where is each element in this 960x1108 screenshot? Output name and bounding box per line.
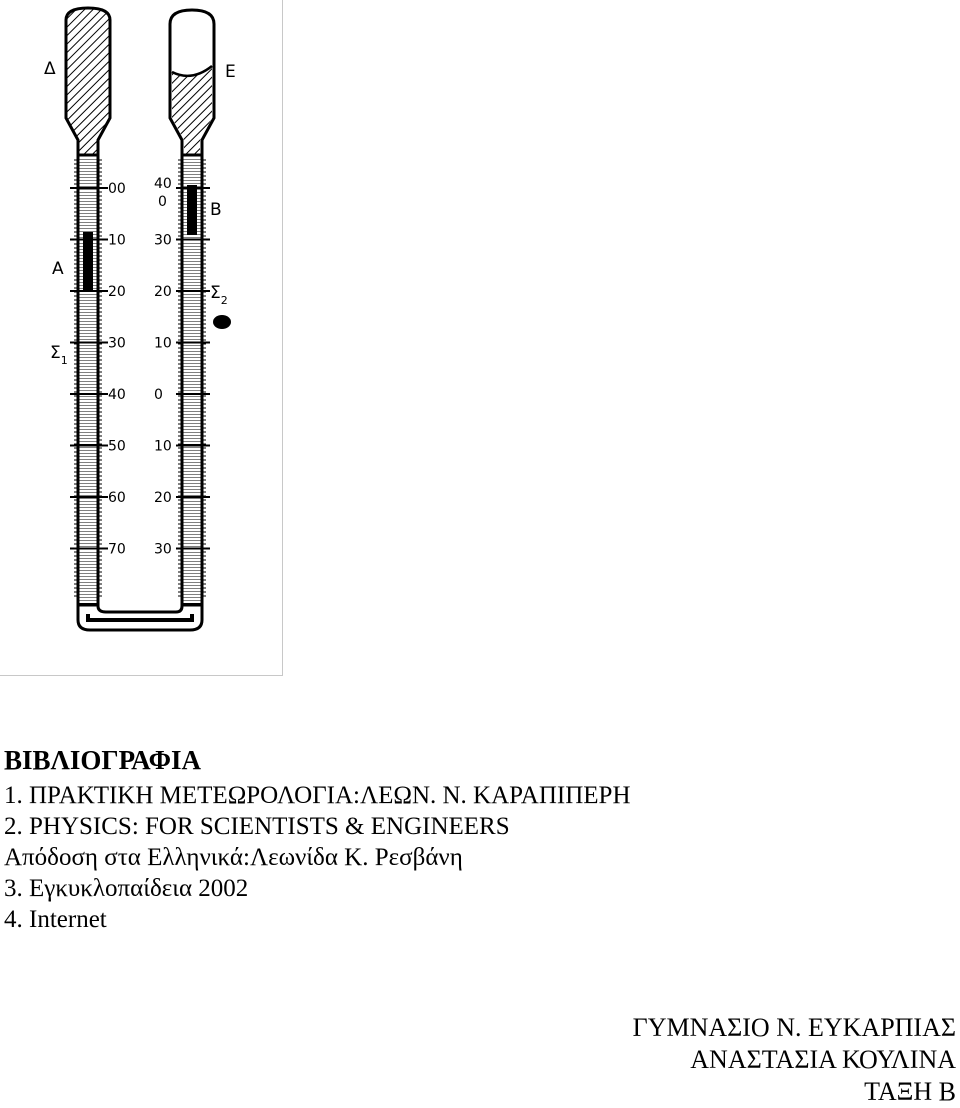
right-bulb (170, 10, 214, 155)
left-scale-label: 10 (108, 232, 126, 249)
u-bend (78, 600, 202, 630)
bibliography (4, 742, 904, 935)
bibliography-heading: ΒΙΒΛΙΟΓΡΑΦΙΑ (4, 745, 202, 775)
left-scale-label: 60 (108, 490, 126, 506)
left-scale-labels (108, 181, 126, 558)
label-delta: Δ (44, 59, 56, 79)
bibliography-line: 1. ΠΡΑΚΤΙΚΗ ΜΕΤΕΩΡΟΛΟΓΙΑ:ΛΕΩΝ. Ν. ΚΑΡΑΠΙΠΕΡΗ (4, 782, 631, 809)
right-scale-label: 0 (154, 387, 163, 403)
left-scale-label: 40 (108, 387, 126, 403)
right-scale-labels (154, 176, 172, 558)
left-stem (78, 155, 98, 605)
right-scale-label: 30 (154, 232, 172, 249)
signature-block (633, 1012, 956, 1108)
right-stem (182, 155, 202, 605)
bibliography-line: 2. PHYSICS: FOR SCIENTISTS & ENGINEERS (4, 813, 510, 840)
right-scale-label: 30 (154, 541, 172, 558)
bibliography-line: 4. Internet (4, 906, 107, 933)
right-scale-label: 10 (154, 438, 172, 455)
label-a: Α (52, 259, 64, 279)
left-scale-label: 20 (108, 284, 126, 300)
left-scale-label: 00 (108, 181, 126, 197)
left-bulb (66, 8, 110, 155)
label-epsilon: Ε (225, 62, 236, 82)
student-name: ΑΝΑΣΤΑΣΙΑ ΚΟΥΛΙΝΑ (690, 1045, 956, 1074)
right-top-extra-label: 0 (158, 194, 167, 210)
right-scale-label: 10 (154, 335, 172, 352)
right-scale-label: 20 (154, 490, 172, 506)
left-scale-label: 70 (108, 541, 126, 558)
sigma2-dot (213, 315, 231, 329)
label-sigma1: $\Sigma_1$ (50, 343, 68, 367)
right-scale-label: 20 (154, 284, 172, 300)
label-b: Β (210, 200, 222, 220)
label-sigma2: $\Sigma_2$ (210, 283, 228, 307)
left-scale-label: 30 (108, 335, 126, 352)
six-thermometer-figure (0, 0, 283, 676)
right-scale-label: 40 (154, 176, 172, 192)
left-scale-label: 50 (108, 438, 126, 455)
bibliography-line: 3. Εγκυκλοπαίδεια 2002 (4, 875, 249, 902)
class-name: ΤΑΞΗ Β (864, 1077, 956, 1106)
school-name: ΓΥΜΝΑΣΙΟ Ν. ΕΥΚΑΡΠΙΑΣ (632, 1013, 956, 1042)
bibliography-line: Απόδοση στα Ελληνικά:Λεωνίδα Κ. Ρεσβάνη (4, 844, 463, 871)
